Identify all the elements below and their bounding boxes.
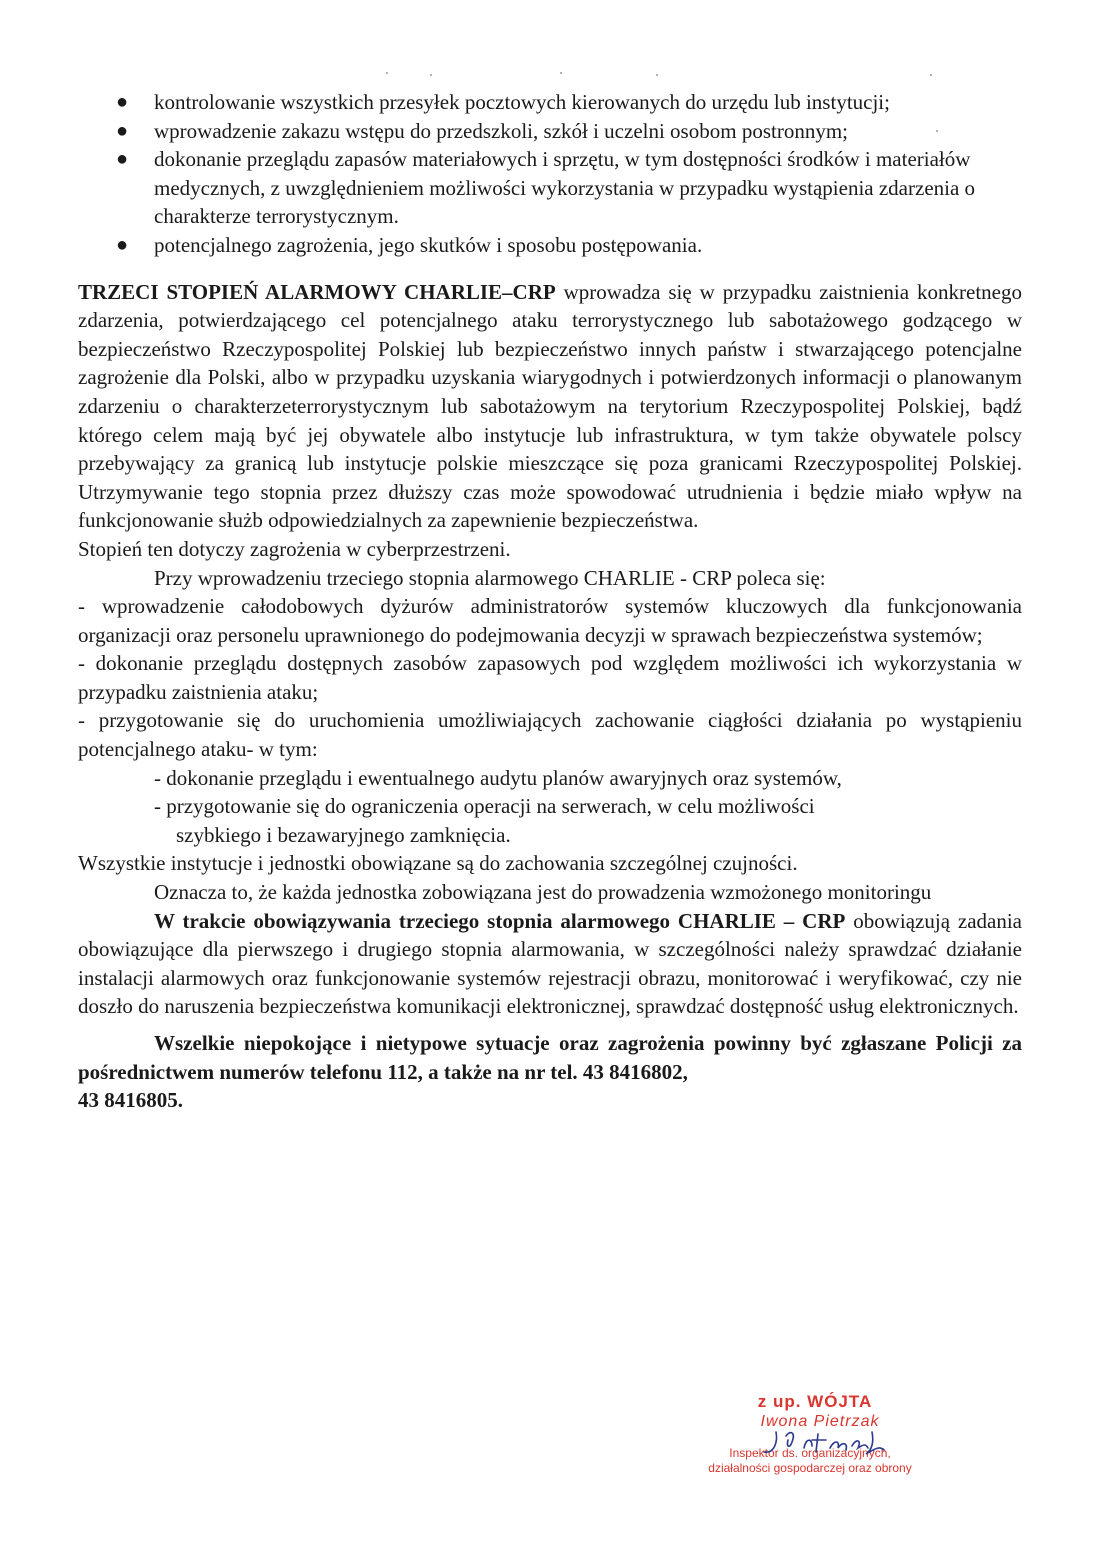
- tasks-paragraph: [78, 907, 1022, 1021]
- bullet-item: ● wprowadzenie zakazu wstępu do przedszkoli, szkół i uczelni osobom postronnym;: [78, 117, 1022, 146]
- cyber-line: Stopień ten dotyczy zagrożenia w cyberprzestrzeni.: [78, 536, 511, 561]
- charlie-definition: [78, 278, 1022, 535]
- dash-item: - wprowadzenie całodobowych dyżurów administratorów systemów kluczowych dla funkcjonowania organizacji oraz personelu uprawnionego do podejmowania decyzji w sprawach bezpieczeństwa systemów;: [78, 594, 1022, 647]
- signature-icon: [756, 1428, 906, 1458]
- sub-item: - przygotowanie się do ograniczenia operacji na serwerach, w celu możliwości: [154, 794, 815, 819]
- charlie-heading: TRZECI STOPIEŃ ALARMOWY CHARLIE–CRP: [78, 279, 556, 304]
- scan-speck: [430, 74, 432, 76]
- sub-item: - dokonanie przeglądu i ewentualnego audytu planów awaryjnych oraz systemów,: [154, 765, 842, 790]
- bullet-icon: ●: [116, 91, 129, 113]
- sub-item-continuation: szybkiego i bezawaryjnego zamknięcia.: [176, 822, 511, 847]
- stamp-role: Inspektor ds. organizacyjnych, działalności gospodarczej oraz obrony: [708, 1446, 912, 1475]
- scan-speck: [386, 72, 388, 74]
- stamp-name: Iwona Pietrzak: [760, 1413, 880, 1430]
- bullet-item: ● potencjalnego zagrożenia, jego skutków i sposobu postępowania.: [78, 231, 1022, 260]
- scan-speck: [930, 74, 932, 76]
- scan-speck: [656, 74, 658, 76]
- scan-speck: [560, 72, 562, 74]
- dash-item: - dokonanie przeglądu dostępnych zasobów zapasowych pod względem możliwości ich wykorzystania w przypadku zaistnienia ataku;: [78, 651, 1022, 704]
- vigilance-line: Wszystkie instytucje i jednostki obowiązane są do zachowania szczególnej czujności.: [78, 851, 798, 876]
- monitoring-paragraph: Oznacza to, że każda jednostka zobowiązana jest do prowadzenia wzmożonego monitoringu: [154, 880, 932, 905]
- tasks-heading: W trakcie obowiązywania trzeciego stopnia alarmowego CHARLIE – CRP: [154, 908, 846, 933]
- closing-paragraph: Wszelkie niepokojące i nietypowe sytuacje oraz zagrożenia powinny być zgłaszane Policji za pośrednictwem numerów telefonu 112, a także na nr tel. 43 8416802,: [78, 1031, 1022, 1084]
- bullet-icon: ●: [116, 148, 129, 171]
- bullet-icon: ●: [116, 119, 129, 142]
- closing-phone: 43 8416805.: [78, 1088, 183, 1113]
- bullet-list: [78, 88, 1022, 260]
- bullet-item: ● dokonanie przeglądu zapasów materiałowych i sprzętu, w tym dostępności środków i materiałów medycznych, z uwzględnieniem możliwości wykorzystania w przypadku wystąpienia zdarzenia o charakterze terrorystycznym.: [116, 147, 976, 229]
- scan-speck: [936, 130, 938, 132]
- charlie-body: wprowadza się w przypadku zaistnienia konkretnego zdarzenia, potwierdzającego cel potencjalnego ataku terrorystycznego lub sabotażowego godzącego w bezpieczeństwo Rzeczypospolitej Polskiej lub bezpieczeństwo innych państw i stwarzającego potencjalne zagrożenie dla Polski, albo w przypadku uzyskania wiarygodnych i potwierdzonych informacji o planowanym zdarzeniu o charakterzeterrorystycznym lub sabotażowym na terytorium Rzeczypospolitej Polskiej, bądź którego celem mają być jej obywatele albo instytucje lub infrastruktura, w tym także obywatele polscy przebywający za granicą lub instytucje polskie mieszczące się poza granicami Rzeczypospolitej Polskiej. Utrzymywanie tego stopnia przez dłuższy czas może spowodować utrudnienia i będzie miało wpływ na funkcjonowanie służb odpowiedzialnych za zapewnienie bezpieczeństwa.: [78, 279, 1022, 533]
- tasks-body: obowiązują zadania obowiązujące dla pierwszego i drugiego stopnia alarmowania, w szczególności należy sprawdzać działanie instalacji alarmowych oraz funkcjonowanie systemów rejestracji obrazu, monitorować i weryfikować, czy nie doszło do naruszenia bezpieczeństwa komunikacji elektronicznej, sprawdzać dostępność usług elektronicznych.: [78, 908, 1022, 1019]
- bullet-item: ● kontrolowanie wszystkich przesyłek pocztowych kierowanych do urzędu lub instytucji;: [78, 88, 1022, 117]
- dash-item: - przygotowanie się do uruchomienia umożliwiających zachowanie ciągłości działania po wystąpieniu potencjalnego ataku- w tym:: [78, 708, 1022, 762]
- document-page: [78, 88, 1022, 1115]
- official-stamp: [660, 1392, 960, 1492]
- bullet-icon: ●: [116, 233, 129, 256]
- stamp-title: z up. WÓJTA: [757, 1392, 873, 1411]
- recommend-intro: Przy wprowadzeniu trzeciego stopnia alarmowego CHARLIE - CRP poleca się:: [154, 565, 826, 590]
